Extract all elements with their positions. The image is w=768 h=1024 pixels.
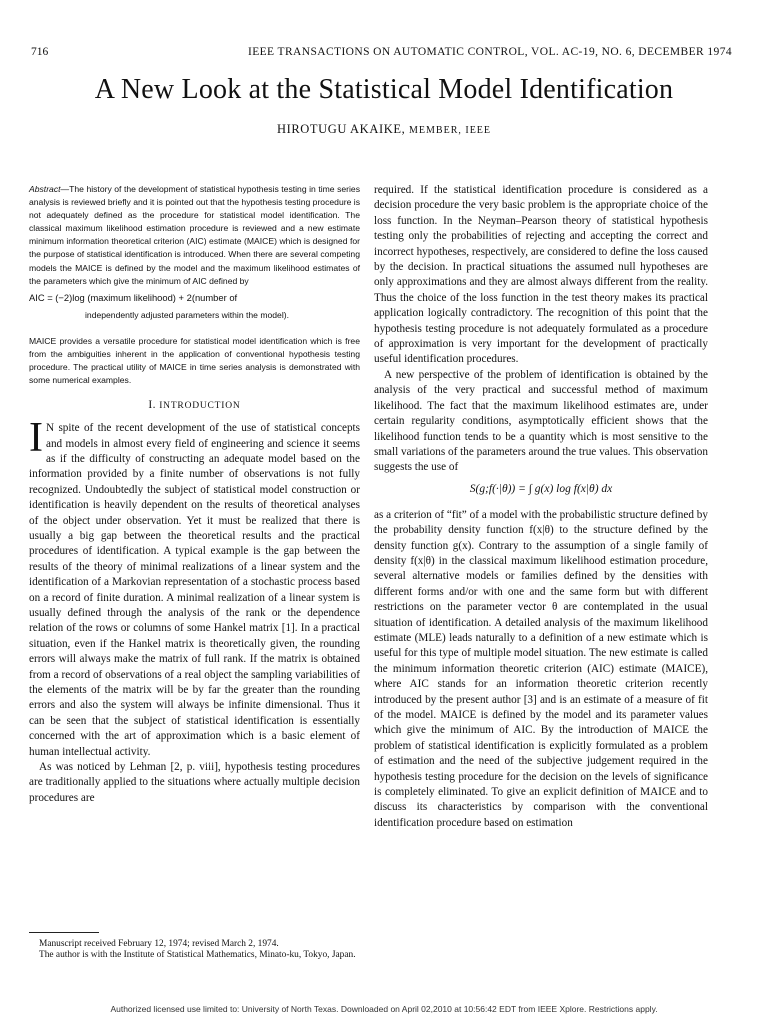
page-number: 716 [31, 46, 49, 58]
drop-cap: I [29, 415, 43, 462]
abstract-text-2: MAICE provides a versatile procedure for statistical model identification which is free from the ambiguities inherent in the application of conventional hypothesis testing procedure. The practical utility of MAICE in time series analysis is demonstrated with some numerical examples. [29, 335, 360, 386]
journal-info: IEEE TRANSACTIONS ON AUTOMATIC CONTROL, VOL. AC-19, NO. 6, DECEMBER 1974 [247, 46, 732, 58]
paper-title: A New Look at the Statistical Model Identification [94, 74, 674, 105]
running-head [31, 46, 732, 62]
right-paragraph-2: A new perspective of the problem of identification is obtained by the analysis of the very practical and successful method of maximum likelihood. The fact that the maximum likelihood estimates are, under certain regularity conditions, asymptotically efficient shows that the likelihood function tends to be a quantity which is most sensitive to the small variations of the parameters around the true values. This observation suggests the use of [374, 368, 708, 474]
left-column [29, 183, 360, 806]
author-affiliation: MEMBER, IEEE [409, 125, 492, 136]
author-name: HIROTUGU AKAIKE, [276, 122, 406, 136]
aic-formula-continuation: independently adjusted parameters within the model). [85, 309, 289, 320]
abstract-text: —The history of the development of statistical hypothesis testing in time series analysis is reviewed briefly and it is pointed out that the hypothesis testing procedure is not adequately defined as the procedure for statistical model identification. The classical maximum likelihood estimation procedure is reviewed and a new estimate minimum information theoretical criterion (AIC) estimate (MAICE) which is designed for the purpose of statistical identification is introduced. When there are several competing models the MAICE is defined by the model and the maximum likelihood estimates of the parameters which give the minimum of AIC defined by [29, 184, 360, 286]
abstract-label: Abstract [29, 184, 61, 194]
license-notice: Authorized licensed use limited to: University of North Texas. Downloaded on April 02,2010 at 10:56:42 EDT from IEEE Xplore. Restrictions apply. [110, 1004, 658, 1014]
section-title: INTRODUCTION [159, 401, 241, 412]
footnote-rule [29, 932, 99, 933]
abstract [29, 183, 360, 288]
right-column [374, 183, 708, 831]
author-byline [0, 122, 768, 137]
intro-paragraph-2: As was noticed by Lehman [2, p. viii], hypothesis testing procedures are traditionally applied to the situations where actually multiple decision procedures are [29, 761, 360, 804]
footnote-received: Manuscript received February 12, 1974; revised March 2, 1974. [39, 939, 279, 949]
aic-formula: AIC = (−2)log (maximum likelihood) + 2(number of [29, 291, 238, 303]
intro-paragraph-1 [29, 415, 360, 760]
equation-s: S(g;f(·|θ)) = ∫ g(x) log f(x|θ) dx [469, 482, 613, 495]
footnote-affiliation: The author is with the Institute of Statistical Mathematics, Minato-ku, Tokyo, Japan. [39, 950, 356, 961]
right-paragraph-1: required. If the statistical identification procedure is considered as a decision procedure the very basic problem is the appropriate choice of the loss function. In the Neyman–Pearson theory of statistical hypothesis testing only the probabilities of rejecting and accepting the correct and incorrect hypotheses, respectively, are considered to define the loss caused by the decision. In practical situations the assumed null hypotheses are only approximations and they are almost always different from the reality. Thus the choice of the loss function in the test theory makes its practical application logically contradictory. The recognition of this point that the hypothesis testing procedure is not adequately formulated as a procedure of approximation is very important for the development of practically useful identification procedures. [374, 184, 708, 366]
right-paragraph-3: as a criterion of “fit” of a model with the probabilistic structure defined by the probability density function f(x|θ) to the structure defined by the density function g(x). Contrary to the assumption of a single family of density f(x|θ) in the classical maximum likelihood estimation procedure, several alternative models or families defined by the densities with different forms and/or with one and the same form but with different restrictions on the parameter vector θ are contemplated in the usual situation of identification. A detailed analysis of the maximum likelihood estimate (MLE) leads naturally to a definition of a new estimate which is useful for this type of multiple model situation. The new estimate is called the minimum information theoretic criterion (AIC) estimate (MAICE), where AIC stands for an information theoretic criterion recently introduced by the present author [3] and is an estimate of a measure of fit of the model. MAICE is defined by the model and its parameter values which give the minimum of AIC. By the introduction of MAICE the problem of statistical identification is explicitly formulated as a problem of estimation and the need of the subjective judgement required in the hypothesis testing procedure for the decision on the levels of significance is completely eliminated. To give an explicit definition of MAICE and to discuss its characteristics by comparison with the conventional identification procedure based on estimation [374, 508, 708, 829]
footnote [29, 939, 360, 962]
section-heading [29, 399, 360, 411]
intro-paragraph-1-text: N spite of the recent development of the use of statistical concepts and models in almost every field of engineering and science it seems as if the difficulty of constructing an adequate model based on the information provided by a finite number of observations is not fully recognized. Undoubtedly the subject of statistical model construction or identification is heavily dependent on the results of theoretical analyses of the object under observation. Yet it must be realized that there is usually a big gap between the theoretical results and the practical procedures of identification. A typical example is the gap between the results of the theory of minimal realizations of a linear system and the identification of a Markovian representation of a stochastic process based on a record of finite duration. A minimal realization of a linear system is usually defined through the analysis of the rank or the dependence relation of the rows or columns of some Hankel matrix [1]. In a practical situation, even if the Hankel matrix is theoretically given, the rounding errors will always make the matrix of full rank. If the matrix is obtained from a record of observations of a real object the sampling variabilities of the elements of the matrix will be by far the greater than the rounding errors and also the system will always be infinite dimensional. Thus it can be seen that the subject of statistical identification is essentially concerned with the art of approximation which is a basic element of human intellectual activity. [29, 422, 360, 758]
section-number: I. [148, 399, 156, 412]
